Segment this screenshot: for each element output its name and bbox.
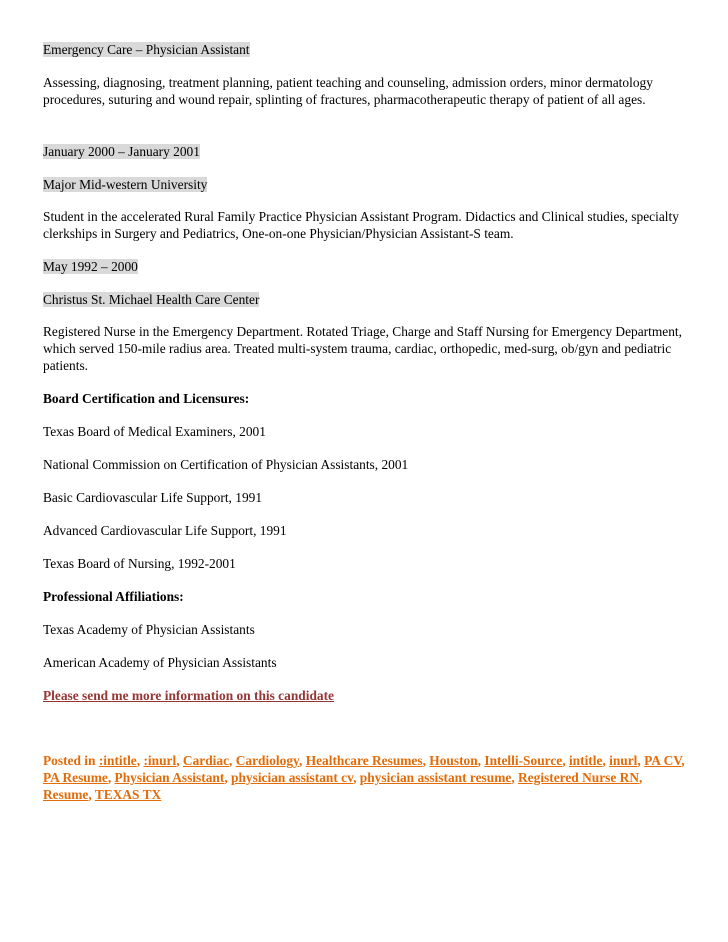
tag-link[interactable]: Registered Nurse RN <box>518 770 640 785</box>
tag-separator: , <box>637 753 645 768</box>
tag-separator: , <box>176 753 183 768</box>
request-info-link-wrap <box>43 687 334 704</box>
tag-link[interactable]: PA CV <box>644 753 682 768</box>
job2-employer-text: Christus St. Michael Health Care Center <box>43 292 260 307</box>
tag-separator: , <box>562 753 569 768</box>
certification-item: National Commission on Certification of Physician Assistants, 2001 <box>43 457 409 472</box>
tag-link[interactable]: PA Resume <box>43 770 108 785</box>
tag-link[interactable]: Healthcare Resumes <box>305 753 423 768</box>
tag-separator: , <box>422 753 430 768</box>
tag-link[interactable]: Resume <box>43 787 89 802</box>
affiliations-heading: Professional Affiliations: <box>43 589 184 604</box>
education-institution <box>43 176 207 193</box>
job1-title-text: Emergency Care – Physician Assistant <box>43 42 250 57</box>
tag-separator: , <box>511 770 519 785</box>
tag-separator: , <box>477 753 485 768</box>
tag-list <box>43 753 685 802</box>
certification-item: Advanced Cardiovascular Life Support, 1991 <box>43 523 287 538</box>
job2-dates <box>43 258 138 275</box>
job2-dates-text: May 1992 – 2000 <box>43 259 138 274</box>
tag-separator: , <box>353 770 360 785</box>
tag-separator: , <box>136 753 144 768</box>
education-dates-text: January 2000 – January 2001 <box>43 144 200 159</box>
certification-item: Texas Board of Medical Examiners, 2001 <box>43 424 266 439</box>
tag-link[interactable]: physician assistant resume <box>359 770 512 785</box>
tag-link[interactable]: TEXAS TX <box>94 787 162 802</box>
tag-link[interactable]: intitle <box>568 753 603 768</box>
tag-separator: , <box>88 787 95 802</box>
tag-separator: , <box>602 753 610 768</box>
education-institution-text: Major Mid-western University <box>43 177 208 192</box>
job1-title <box>43 41 250 58</box>
tag-link[interactable]: Cardiology <box>235 753 299 768</box>
tag-link[interactable]: inurl <box>609 753 638 768</box>
request-info-link[interactable]: Please send me more information on this candidate <box>43 688 334 703</box>
job2-employer <box>43 291 259 308</box>
education-description: Student in the accelerated Rural Family Practice Physician Assistant Program. Didactics and Clinical studies, specialty clerkships in Surgery and Pediatrics, One-on-one Physician/Physician Assistant-S team. <box>43 209 679 241</box>
tag-link[interactable]: physician assistant cv <box>231 770 354 785</box>
posted-in-prefix: Posted in <box>43 753 99 768</box>
affiliation-item: American Academy of Physician Assistants <box>43 655 277 670</box>
certifications-heading: Board Certification and Licensures: <box>43 391 250 406</box>
education-dates <box>43 143 200 160</box>
tag-link[interactable]: Cardiac <box>182 753 230 768</box>
affiliation-item: Texas Academy of Physician Assistants <box>43 622 255 637</box>
job2-description: Registered Nurse in the Emergency Department. Rotated Triage, Charge and Staff Nursing for Emergency Department, which served 150-mile radius area. Treated multi-system trauma, cardiac, orthopedic, med-surg, ob/gyn and pediatric patients. <box>43 324 682 373</box>
tag-separator: , <box>107 770 115 785</box>
tag-separator: , <box>681 753 685 768</box>
tag-link[interactable]: :intitle <box>98 753 137 768</box>
tag-separator: , <box>229 753 236 768</box>
tag-separator: , <box>639 770 643 785</box>
certification-item: Texas Board of Nursing, 1992-2001 <box>43 556 236 571</box>
posted-in <box>43 752 693 803</box>
tag-link[interactable]: :inurl <box>143 753 177 768</box>
tag-link[interactable]: Houston <box>429 753 478 768</box>
tag-separator: , <box>224 770 232 785</box>
job1-description: Assessing, diagnosing, treatment planning, patient teaching and counseling, admission orders, minor dermatology procedures, suturing and wound repair, splinting of fractures, pharmacotherapeutic therapy of patient of all ages. <box>43 75 653 107</box>
tag-link[interactable]: Intelli-Source <box>484 753 563 768</box>
certification-item: Basic Cardiovascular Life Support, 1991 <box>43 490 263 505</box>
tag-link[interactable]: Physician Assistant <box>114 770 225 785</box>
tag-separator: , <box>298 753 306 768</box>
